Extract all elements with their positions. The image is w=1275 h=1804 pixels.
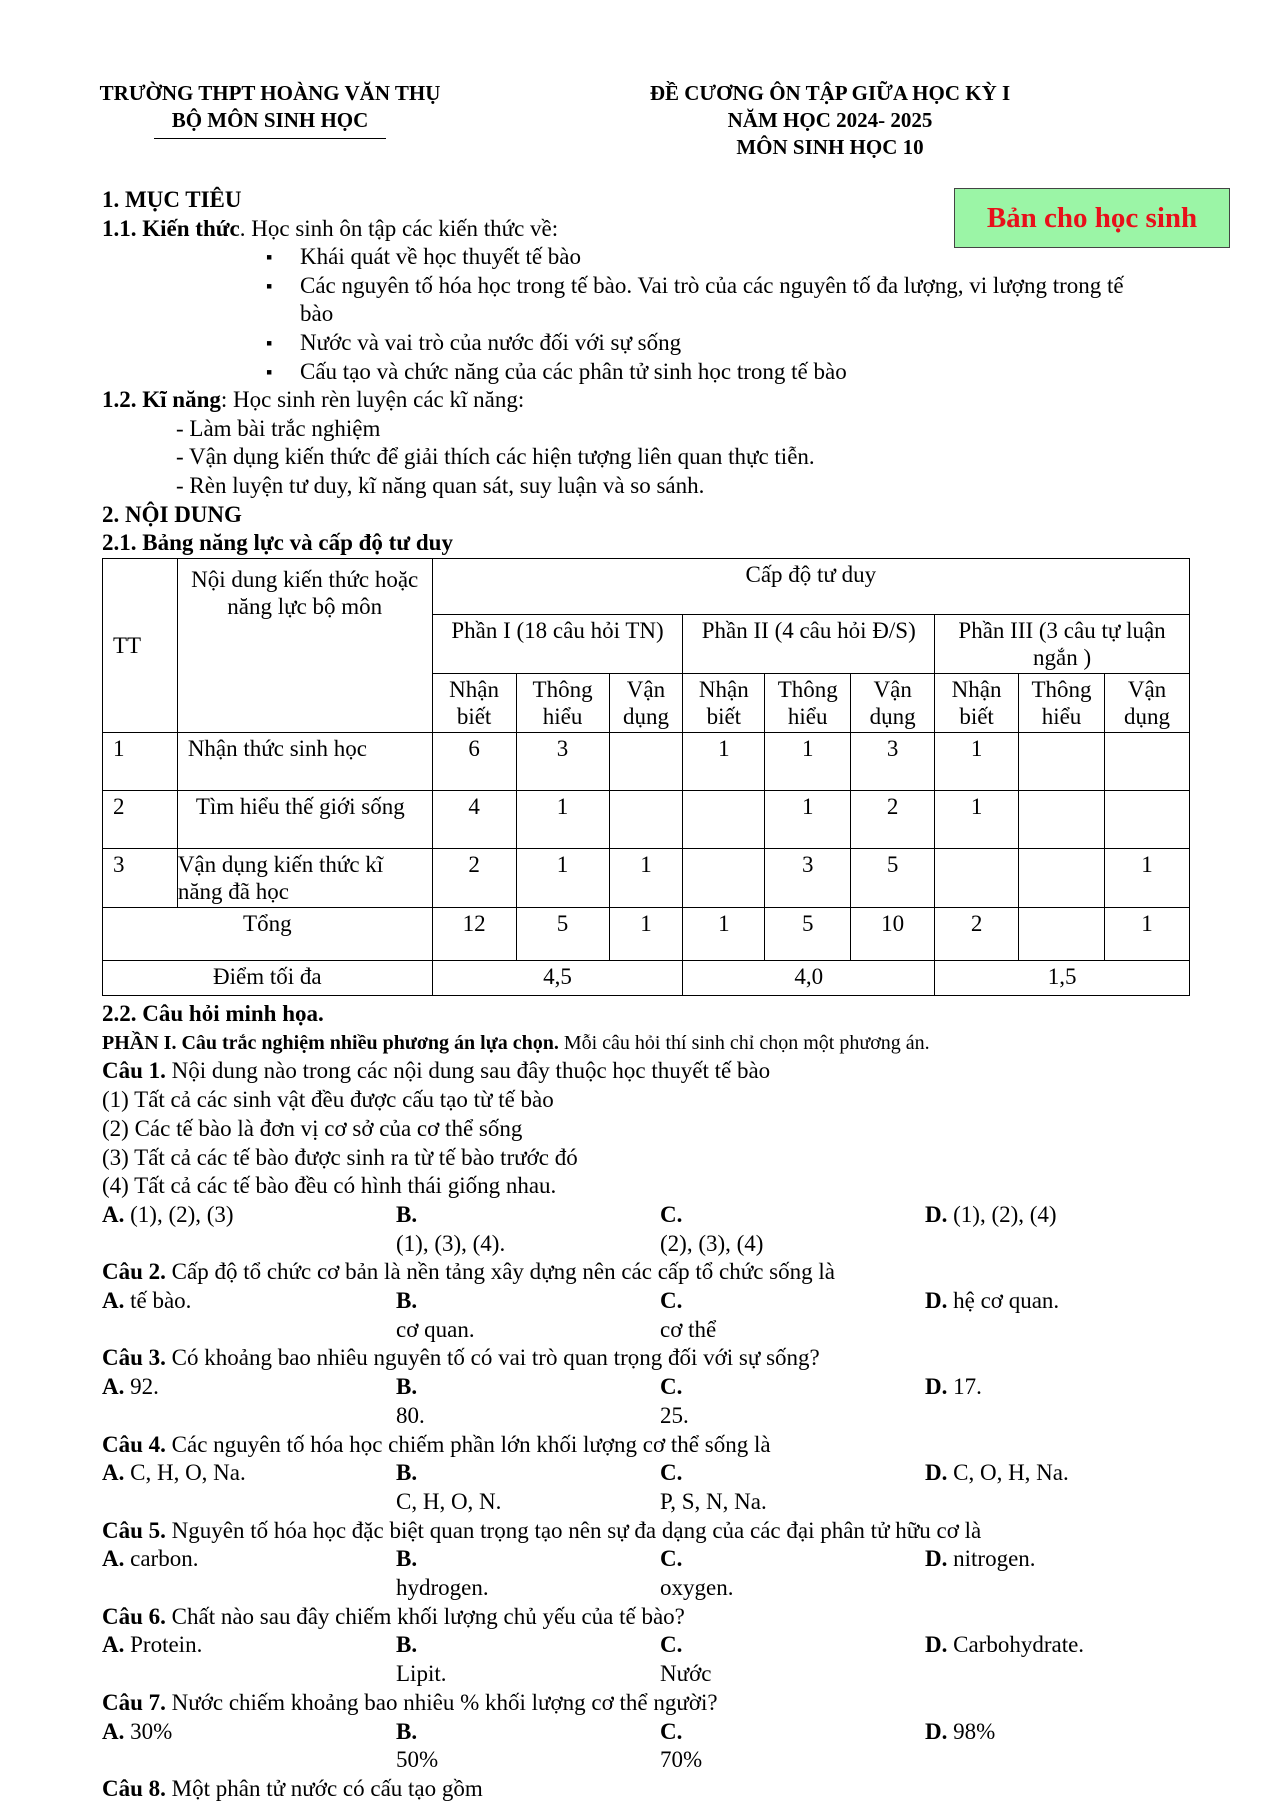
level-header: Vận dụng [609, 674, 683, 733]
option-letter: B. [396, 1201, 418, 1227]
option-text: 98% [953, 1718, 996, 1744]
option-letter: A. [102, 1460, 125, 1486]
cell: 3 [765, 849, 851, 908]
option-letter: C. [660, 1546, 683, 1572]
option-a[interactable] [102, 1373, 396, 1430]
option-text: C, H, O, N. [396, 1488, 502, 1514]
row-tt: 3 [103, 849, 178, 908]
max-cell: 4,0 [683, 961, 935, 996]
option-d[interactable] [925, 1287, 1217, 1344]
option-a[interactable] [102, 1545, 396, 1602]
skills-line [102, 386, 1222, 415]
total-label: Tổng [103, 908, 433, 961]
question [102, 1689, 1222, 1718]
student-version-badge: Bản cho học sinh [954, 188, 1230, 248]
question-label: Câu 4. [102, 1431, 166, 1457]
question-label: Câu 7. [102, 1689, 166, 1715]
option-letter: C. [660, 1374, 683, 1400]
level-header: Thông hiểu [765, 674, 851, 733]
question [102, 1517, 1222, 1546]
option-letter: A. [102, 1718, 125, 1744]
cell [609, 733, 683, 791]
col-tt-header: TT [103, 559, 178, 733]
part-header: Phần III (3 câu tự luận ngắn ) [935, 615, 1190, 674]
option-d[interactable] [925, 1545, 1217, 1602]
cell: 10 [851, 908, 935, 961]
option-text: 80. [396, 1402, 425, 1428]
option-letter: A. [102, 1201, 125, 1227]
knowledge-item: ▪ Nước và vai trò của nước đối với sự sống [102, 329, 1222, 358]
option-letter: A. [102, 1374, 125, 1400]
skills-label: 1.2. Kĩ năng [102, 387, 221, 413]
options-row [102, 1201, 1222, 1258]
knowledge-item-continued: bào [300, 301, 334, 327]
option-c[interactable] [660, 1201, 925, 1258]
document-title: ĐỀ CƯƠNG ÔN TẬP GIỮA HỌC KỲ I [649, 81, 1011, 105]
question-text: Nước chiếm khoảng bao nhiêu % khối lượng cơ thể người? [165, 1689, 718, 1715]
table-header-row [103, 559, 1190, 615]
option-b[interactable] [396, 1631, 660, 1688]
cell [609, 791, 683, 849]
level-header: Thông hiểu [516, 674, 609, 733]
header-right [600, 80, 1060, 161]
question-label: Câu 3. [102, 1345, 166, 1371]
option-letter: A. [102, 1632, 125, 1658]
question-text: Có khoảng bao nhiêu nguyên tố có vai trò quan trọng đối với sự sống? [165, 1345, 820, 1371]
option-text: cơ quan. [396, 1316, 475, 1342]
option-text: hệ cơ quan. [953, 1288, 1060, 1314]
option-text: 30% [130, 1718, 173, 1744]
option-letter: B. [396, 1460, 418, 1486]
school-name: TRƯỜNG THPT HOÀNG VĂN THỤ [99, 81, 441, 105]
option-d[interactable] [925, 1718, 1217, 1775]
option-text: C, O, H, Na. [953, 1460, 1069, 1486]
part-one-text: Mỗi câu hỏi thí sinh chỉ chọn một phương án. [558, 1031, 930, 1054]
question [102, 1344, 1222, 1373]
question [102, 1431, 1222, 1460]
questions-section [102, 1000, 1222, 1804]
department-name: BỘ MÔN SINH HỌC [171, 108, 369, 132]
skill-item: - Vận dụng kiến thức để giải thích các hiện tượng liên quan thực tiễn. [176, 444, 815, 470]
competency-table [102, 558, 1190, 996]
option-c[interactable] [660, 1287, 925, 1344]
option-b[interactable] [396, 1459, 660, 1516]
question-label: Câu 1. [102, 1058, 166, 1084]
option-text: 70% [660, 1747, 703, 1773]
option-b[interactable] [396, 1201, 660, 1258]
table-total-row [103, 908, 1190, 961]
max-cell: 4,5 [432, 961, 683, 996]
option-letter: D. [925, 1460, 948, 1486]
cell [935, 849, 1019, 908]
option-d[interactable] [925, 1201, 1217, 1258]
option-letter: D. [925, 1632, 948, 1658]
options-row [102, 1373, 1222, 1430]
cell [1104, 791, 1189, 849]
cell [1019, 791, 1105, 849]
objectives-heading: 1. MỤC TIÊU [102, 187, 242, 212]
option-text: P, S, N, Na. [660, 1488, 767, 1514]
option-letter: B. [396, 1374, 418, 1400]
cell: 4 [432, 791, 516, 849]
option-letter: D. [925, 1201, 948, 1227]
option-c[interactable] [660, 1718, 925, 1775]
skill-item: - Rèn luyện tư duy, kĩ năng quan sát, suy luận và so sánh. [176, 472, 705, 498]
row-tt: 2 [103, 791, 178, 849]
question-text: Nội dung nào trong các nội dung sau đây thuộc học thuyết tế bào [165, 1058, 771, 1084]
option-a[interactable] [102, 1718, 396, 1775]
option-text: carbon. [130, 1546, 199, 1572]
question-text: Chất nào sau đây chiếm khối lượng chủ yếu của tế bào? [165, 1603, 685, 1629]
option-d[interactable] [925, 1459, 1217, 1516]
option-text: (2), (3), (4) [660, 1230, 764, 1256]
option-text: oxygen. [660, 1575, 734, 1601]
level-header: Nhận biết [683, 674, 765, 733]
option-text: 25. [660, 1402, 689, 1428]
row-name: Tìm hiểu thế giới sống [177, 791, 432, 849]
question [102, 1603, 1222, 1632]
option-letter: D. [925, 1288, 948, 1314]
question-text: Một phân tử nước có cấu tạo gồm [165, 1775, 483, 1801]
cell: 1 [683, 908, 765, 961]
table-row [103, 791, 1190, 849]
cell: 5 [851, 849, 935, 908]
option-letter: D. [925, 1546, 948, 1572]
level-header: Vận dụng [1104, 674, 1189, 733]
question-text: Các nguyên tố hóa học chiếm phần lớn khối lượng cơ thể sống là [165, 1431, 771, 1457]
option-c[interactable] [660, 1545, 925, 1602]
option-letter: C. [660, 1718, 683, 1744]
option-letter: A. [102, 1546, 125, 1572]
cell: 2 [432, 849, 516, 908]
statement: (3) Tất cả các tế bào được sinh ra từ tế bào trước đó [102, 1144, 578, 1170]
option-text: 17. [953, 1374, 982, 1400]
max-cell: 1,5 [935, 961, 1190, 996]
skills-intro: : Học sinh rèn luyện các kĩ năng: [220, 387, 525, 413]
option-text: tế bào. [130, 1288, 192, 1314]
option-text: Lipit. [396, 1661, 447, 1687]
cell: 1 [516, 849, 609, 908]
option-letter: C. [660, 1632, 683, 1658]
cell: 2 [935, 908, 1019, 961]
header-left [60, 80, 480, 139]
option-letter: B. [396, 1288, 418, 1314]
option-c[interactable] [660, 1631, 925, 1688]
option-letter: D. [925, 1718, 948, 1744]
question [102, 1775, 1222, 1804]
option-text: Carbohydrate. [953, 1632, 1085, 1658]
cell [683, 791, 765, 849]
option-a[interactable] [102, 1631, 396, 1688]
option-a[interactable] [102, 1287, 396, 1344]
statement: (4) Tất cả các tế bào đều có hình thái giống nhau. [102, 1173, 557, 1199]
option-c[interactable] [660, 1459, 925, 1516]
option-letter: B. [396, 1546, 418, 1572]
cell: 2 [851, 791, 935, 849]
cell: 1 [765, 791, 851, 849]
table-row [103, 733, 1190, 791]
option-letter: B. [396, 1718, 418, 1744]
knowledge-label: 1.1. Kiến thức [102, 215, 240, 241]
col-level-header: Cấp độ tư duy [432, 559, 1189, 615]
option-letter: B. [396, 1632, 418, 1658]
objectives-section [102, 186, 1222, 558]
part-header: Phần II (4 câu hỏi Đ/S) [683, 615, 935, 674]
knowledge-intro: . Học sinh ôn tập các kiến thức về: [239, 215, 559, 241]
question-label: Câu 2. [102, 1259, 166, 1285]
option-letter: C. [660, 1288, 683, 1314]
cell [1104, 733, 1189, 791]
options-row [102, 1545, 1222, 1602]
option-c[interactable] [660, 1373, 925, 1430]
question-label: Câu 8. [102, 1775, 166, 1801]
option-text: 50% [396, 1747, 439, 1773]
subject-name: MÔN SINH HỌC 10 [736, 135, 924, 159]
option-text: Nước [660, 1661, 712, 1687]
part-one-label: PHẦN I. Câu trắc nghiệm nhiều phương án lựa chọn. [102, 1031, 559, 1054]
question-text: Nguyên tố hóa học đặc biệt quan trọng tạo nên sự đa dạng của các đại phân tử hữu cơ là [165, 1517, 982, 1543]
level-header: Vận dụng [851, 674, 935, 733]
option-letter: C. [660, 1460, 683, 1486]
knowledge-item: ▪ Các nguyên tố hóa học trong tế bào. Vai trò của các nguyên tố đa lượng, vi lượng trong tế [102, 272, 1222, 301]
table-heading: 2.1. Bảng năng lực và cấp độ tư duy [102, 530, 453, 556]
option-text: nitrogen. [953, 1546, 1036, 1572]
max-label: Điểm tối đa [103, 961, 433, 996]
level-header: Thông hiểu [1019, 674, 1105, 733]
cell: 1 [1104, 908, 1189, 961]
cell: 1 [935, 791, 1019, 849]
cell [683, 849, 765, 908]
cell: 1 [935, 733, 1019, 791]
col-content-header [177, 559, 432, 733]
option-text: C, H, O, Na. [130, 1460, 246, 1486]
row-name: Nhận thức sinh học [177, 733, 432, 791]
option-letter: A. [102, 1288, 125, 1314]
option-text: (1), (2), (4) [953, 1201, 1057, 1227]
question-label: Câu 5. [102, 1517, 166, 1543]
option-d[interactable] [925, 1631, 1217, 1688]
part-one-line [102, 1029, 1222, 1058]
option-a[interactable] [102, 1459, 396, 1516]
cell: 1 [609, 849, 683, 908]
row-tt: 1 [103, 733, 178, 791]
options-row [102, 1718, 1222, 1775]
cell [1019, 849, 1105, 908]
options-row [102, 1459, 1222, 1516]
content-heading: 2. NỘI DUNG [102, 501, 242, 527]
questions-heading: 2.2. Câu hỏi minh họa. [102, 1001, 324, 1026]
cell: 6 [432, 733, 516, 791]
part-header: Phần I (18 câu hỏi TN) [432, 615, 683, 674]
cell [1019, 908, 1105, 961]
knowledge-line [102, 215, 1222, 244]
cell: 3 [851, 733, 935, 791]
knowledge-item: ▪ Cấu tạo và chức năng của các phân tử sinh học trong tế bào [102, 358, 1222, 387]
option-b[interactable] [396, 1287, 660, 1344]
option-text: hydrogen. [396, 1575, 489, 1601]
cell: 1 [609, 908, 683, 961]
option-text: 92. [130, 1374, 159, 1400]
option-b[interactable] [396, 1718, 660, 1775]
level-header: Nhận biết [432, 674, 516, 733]
statement: (1) Tất cả các sinh vật đều được cấu tạo từ tế bào [102, 1087, 554, 1113]
header-underline [154, 138, 386, 139]
option-b[interactable] [396, 1373, 660, 1430]
cell [1019, 733, 1105, 791]
option-d[interactable] [925, 1373, 1217, 1430]
statement: (2) Các tế bào là đơn vị cơ sở của cơ thể sống [102, 1115, 523, 1141]
option-text: Protein. [130, 1632, 203, 1658]
skill-item: - Làm bài trắc nghiệm [176, 415, 381, 441]
row-name: Vận dụng kiến thức kĩ năng đã học [177, 849, 432, 908]
question [102, 1258, 1222, 1287]
table-max-row [103, 961, 1190, 996]
option-letter: D. [925, 1374, 948, 1400]
school-year: NĂM HỌC 2024- 2025 [727, 108, 933, 132]
knowledge-item: ▪ Khái quát về học thuyết tế bào [102, 243, 1222, 272]
level-header: Nhận biết [935, 674, 1019, 733]
option-a[interactable] [102, 1201, 396, 1258]
option-letter: C. [660, 1201, 683, 1227]
options-row [102, 1631, 1222, 1688]
question [102, 1057, 1222, 1086]
option-text: cơ thể [660, 1316, 717, 1342]
cell: 12 [432, 908, 516, 961]
option-b[interactable] [396, 1545, 660, 1602]
cell: 1 [516, 791, 609, 849]
cell: 1 [683, 733, 765, 791]
table-row [103, 849, 1190, 908]
col-content-header-text: Nội dung kiến thức hoặc năng lực bộ môn [191, 566, 419, 619]
option-text: (1), (3), (4). [396, 1230, 506, 1256]
cell: 1 [1104, 849, 1189, 908]
cell: 1 [765, 733, 851, 791]
cell: 3 [516, 733, 609, 791]
question-label: Câu 6. [102, 1603, 166, 1629]
question-text: Cấp độ tổ chức cơ bản là nền tảng xây dựng nên các cấp tổ chức sống là [165, 1259, 835, 1285]
option-text: (1), (2), (3) [130, 1201, 234, 1227]
cell: 5 [516, 908, 609, 961]
options-row [102, 1287, 1222, 1344]
cell: 5 [765, 908, 851, 961]
